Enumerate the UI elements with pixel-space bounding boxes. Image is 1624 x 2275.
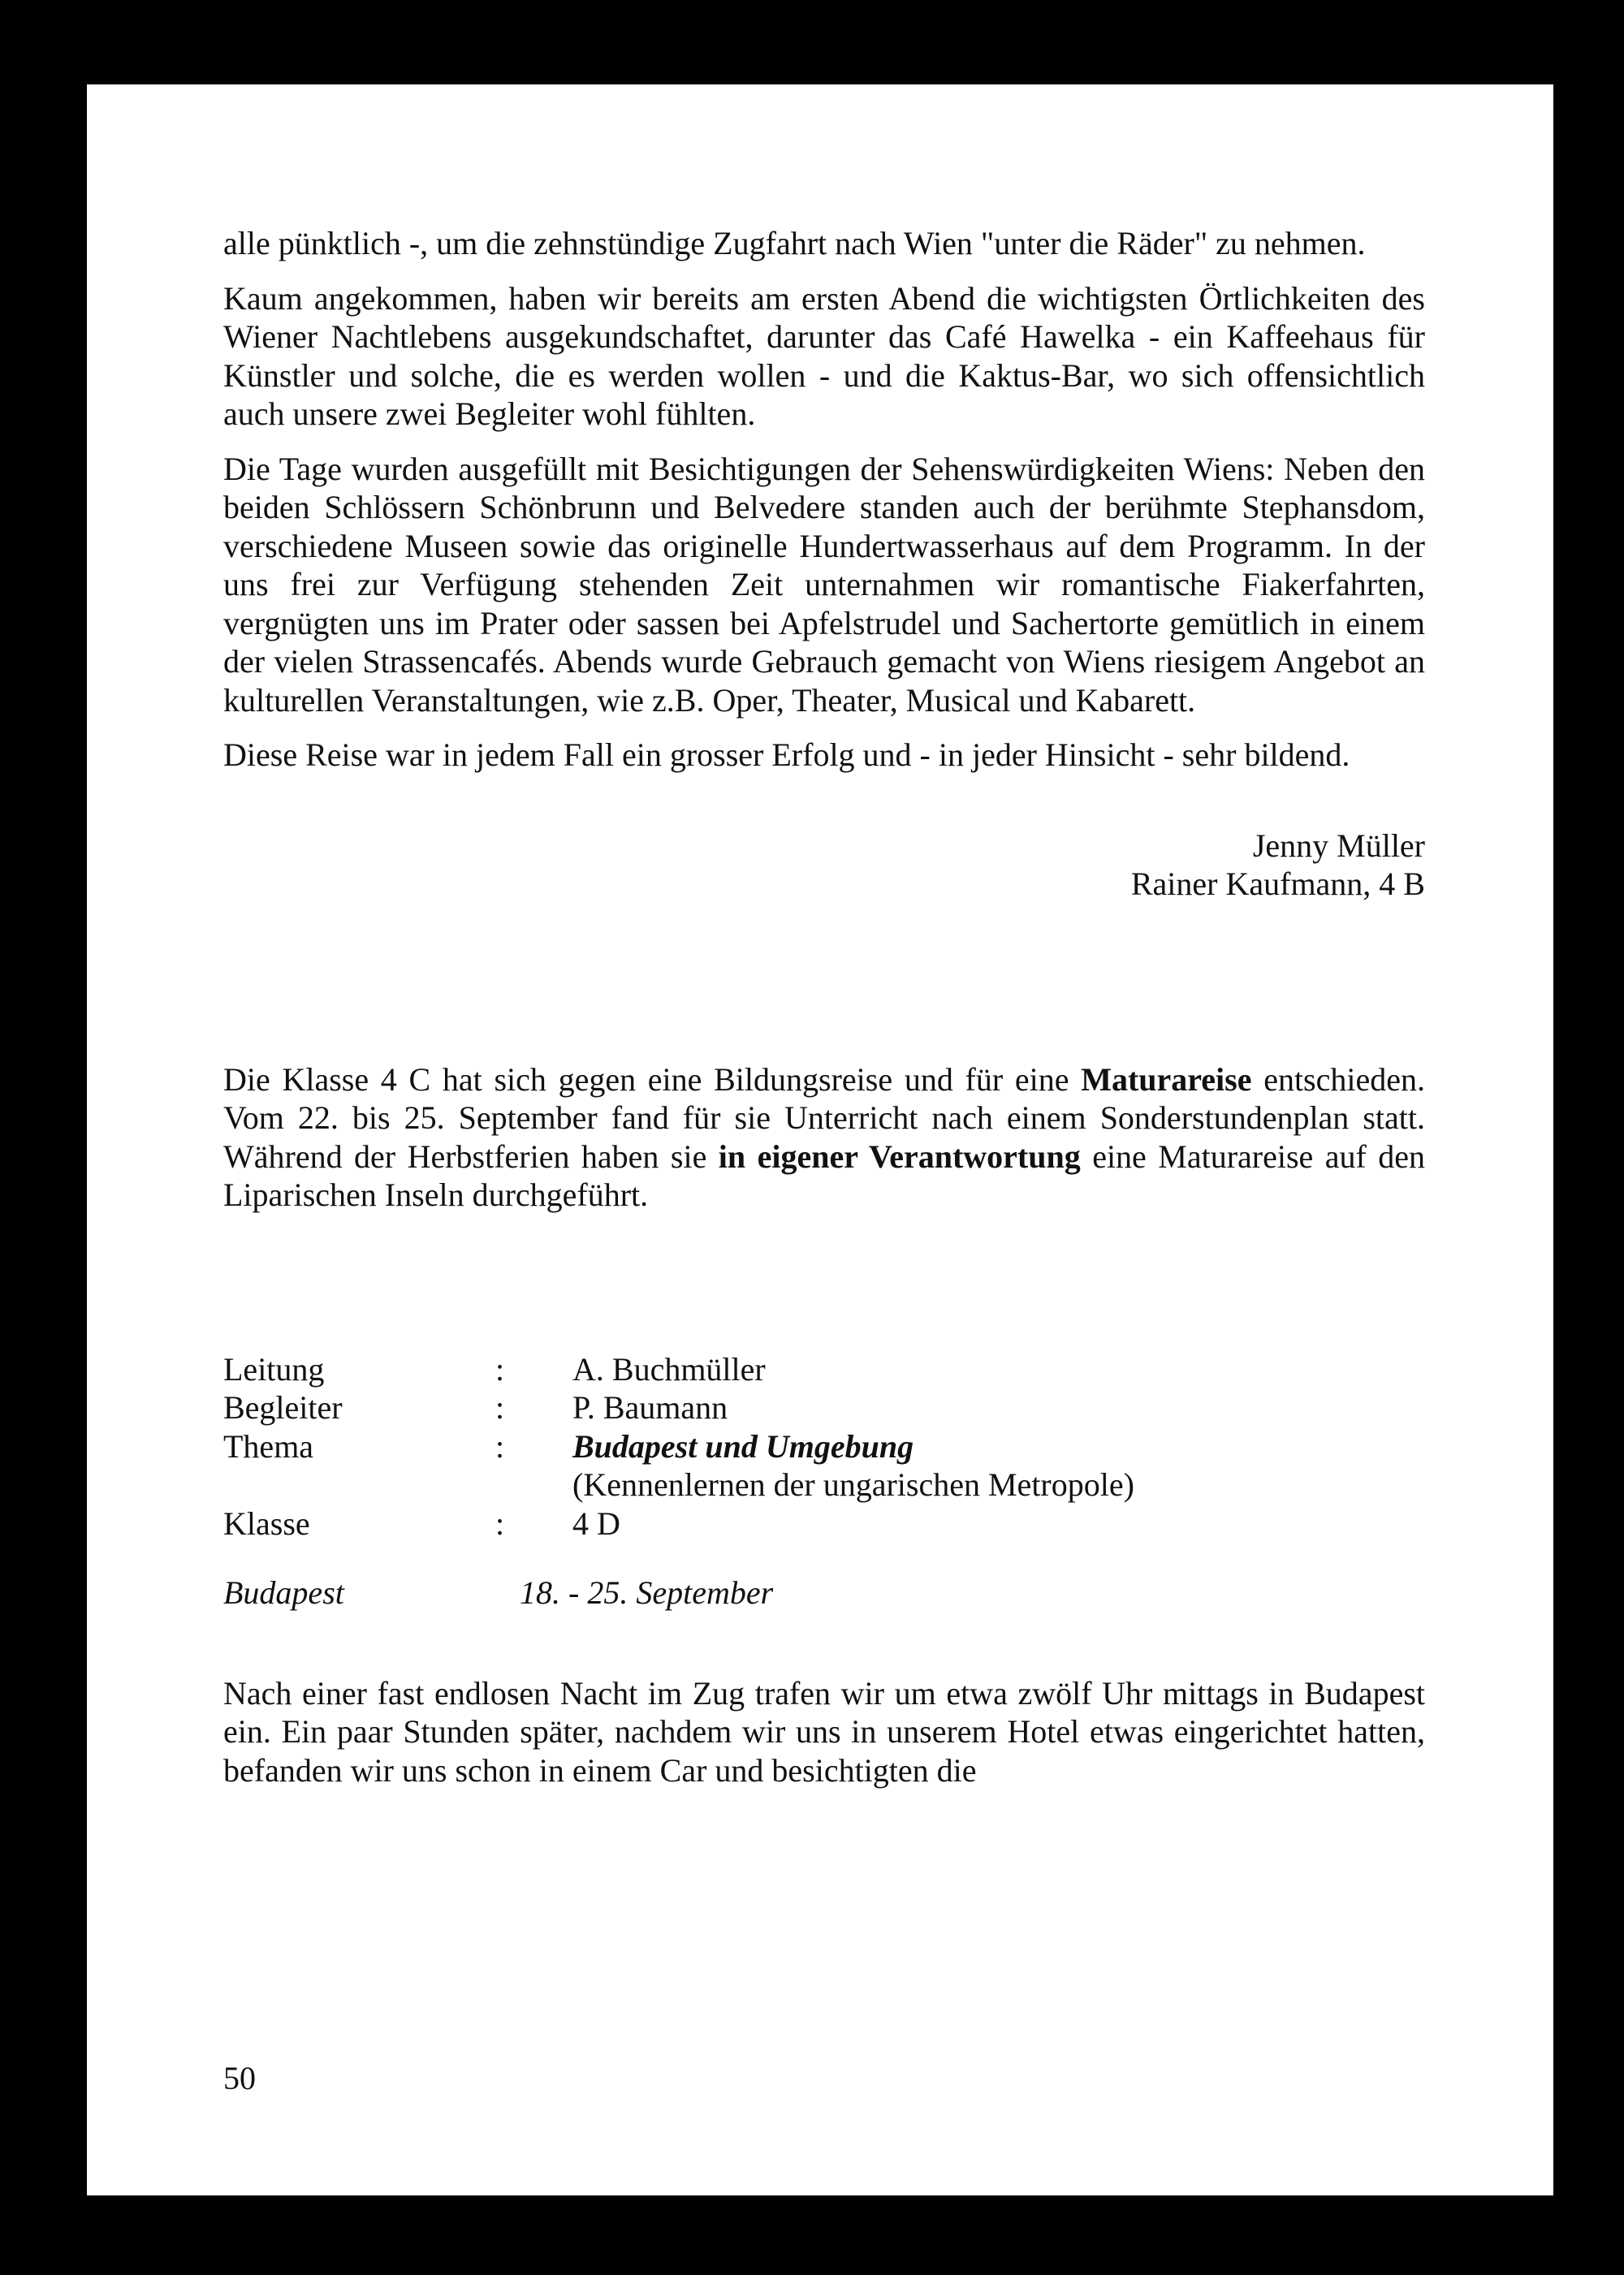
paragraph-sightseeing: Die Tage wurden ausgefüllt mit Besichtigungen der Sehenswürdigkeiten Wiens: Neben den beiden Schlössern Schönbrunn und Belvedere standen auch der berühmte Stephansdom, verschiedene Museen sowie das originelle Hundertwasserhaus auf dem Programm. In der uns frei zur Verfügung stehenden Zeit unternahmen wir romantische Fiakerfahrten, vergnügten uns im Prater oder sassen bei Apfelstrudel und Sachertorte gemütlich in einem der vielen Strassencafés. Abends wurde Gebrauch gemacht von Wiens riesigem Angebot an kulturellen Veranstaltungen, wie z.B. Oper, Theater, Musical und Kabarett. — [223, 450, 1425, 719]
paragraph-travel-start: alle pünktlich -, um die zehnstündige Zugfahrt nach Wien "unter die Räder" zu nehmen. — [223, 225, 1366, 261]
info-key-klasse: Klasse — [223, 1504, 310, 1542]
class-4c-bold-1: Maturareise — [1081, 1060, 1252, 1098]
info-colon: : — [495, 1389, 505, 1426]
info-value-begleiter: P. Baumann — [572, 1389, 728, 1426]
class-4c-text-1: Die Klasse 4 C hat sich gegen eine Bildungsreise und für eine — [223, 1060, 1082, 1098]
author-name-1: Jenny Müller — [1252, 827, 1425, 864]
trip-place: Budapest — [223, 1574, 344, 1611]
author-name-2: Rainer Kaufmann, 4 B — [1130, 866, 1425, 902]
class-4c-text-2: entschieden. Vom 22. bis 25. September fand für sie Unterricht nach einem Sonderstundenplan statt. Während der Herbstferien haben sie — [223, 1060, 1425, 1175]
info-row-leitung — [223, 1350, 1425, 1389]
page-content — [223, 224, 1425, 1789]
thema-title: Budapest und Umgebung — [572, 1427, 914, 1465]
info-row-klasse — [223, 1504, 1425, 1543]
info-colon: : — [495, 1427, 505, 1465]
info-value-leitung: A. Buchmüller — [572, 1350, 766, 1388]
info-key-begleiter: Begleiter — [223, 1389, 343, 1426]
author-signature — [223, 827, 1425, 904]
document-page — [87, 84, 1553, 2195]
paragraph-budapest: Nach einer fast endlosen Nacht im Zug trafen wir um etwa zwölf Uhr mittags in Budapest ein. Ein paar Stunden später, nachdem wir uns in unserem Hotel etwas eingerichtet hatten, befanden wir uns schon in einem Car und besichtigten die — [223, 1674, 1425, 1789]
trip-info-table — [223, 1350, 1425, 1543]
class-4c-bold-2: in eigener Verantwortung — [718, 1138, 1081, 1175]
thema-subtitle: (Kennenlernen der ungarischen Metropole) — [572, 1466, 1134, 1503]
info-row-thema — [223, 1427, 1425, 1504]
info-row-begleiter — [223, 1388, 1425, 1427]
info-colon: : — [495, 1504, 505, 1542]
class-4c-text-3: eine Maturareise auf den Liparischen Inseln durchgeführt. — [223, 1138, 1426, 1213]
paragraph-conclusion: Diese Reise war in jedem Fall ein grosser Erfolg und - in jeder Hinsicht - sehr bildend. — [223, 736, 1350, 773]
trip-place-date — [223, 1574, 1425, 1612]
paragraph-class-4c — [223, 1060, 1425, 1215]
info-value-klasse: 4 D — [572, 1504, 620, 1542]
page-number: 50 — [223, 2060, 256, 2096]
paragraph-arrival: Kaum angekommen, haben wir bereits am ersten Abend die wichtigsten Örtlichkeiten des Wiener Nachtlebens ausgekundschaftet, darunter das Café Hawelka - ein Kaffeehaus für Künstler und solche, die es werden wollen - und die Kaktus-Bar, wo sich offensichtlich auch unsere zwei Begleiter wohl fühlten. — [223, 279, 1425, 432]
info-colon: : — [495, 1350, 505, 1388]
info-key-thema: Thema — [223, 1427, 314, 1465]
info-value-thema — [572, 1427, 1425, 1504]
info-key-leitung: Leitung — [223, 1350, 325, 1388]
trip-dates: 18. - 25. September — [520, 1574, 774, 1611]
